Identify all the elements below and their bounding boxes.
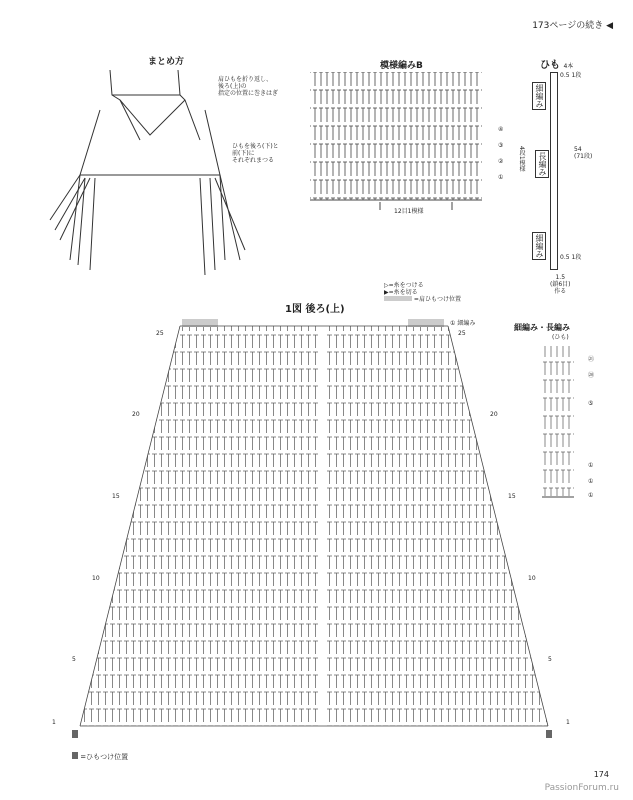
diagram1-border-label: ① 細編み (450, 320, 476, 327)
row-marker-1-left: 1 (52, 719, 56, 726)
row-marker-25-left: 25 (156, 330, 164, 337)
pattern-b-row-labels: ④ ③ ② ① (498, 126, 504, 181)
row-marker-5-right: 5 (548, 656, 552, 663)
diagram1-chart (60, 316, 560, 746)
row-marker-25-right: 25 (458, 330, 466, 337)
diagram1-title: 1図 後ろ(上) (285, 304, 345, 315)
row-marker-20-left: 20 (132, 411, 140, 418)
sc-dc-title: 細編み・長編み (514, 323, 570, 332)
row-marker-15-right: 15 (508, 493, 516, 500)
strap-label-top: 細編み (532, 82, 546, 110)
assembly-title: まとめ方 (148, 57, 185, 67)
strap-label-bottom: 細編み (532, 232, 546, 260)
assembly-note-1: 肩ひもを折り返し、 後ろ(上)の 指定の位置に巻きはぎ (218, 76, 279, 97)
legend (384, 282, 461, 303)
pattern-b-vrepeat: 4段1模様 (518, 146, 525, 172)
strap-width: 1.5 (鎖6目) 作る (550, 274, 571, 295)
assembly-note-2: ひもを後ろ(下)と 前(下)に それぞれまつる (232, 143, 279, 164)
sc-dc-chart (536, 342, 586, 502)
row-marker-5-left: 5 (72, 656, 76, 663)
row-marker-20-right: 20 (490, 411, 498, 418)
legend-join: ▷=糸をつける (384, 282, 424, 289)
strap-dim-top: 0.5 1段 (560, 72, 582, 79)
sc-dc-sub: (ひも) (552, 334, 569, 341)
page-number: 174 (593, 770, 609, 779)
row-marker-15-left: 15 (112, 493, 120, 500)
strap-title: ひも 4本 (540, 60, 574, 71)
pattern-b-chart (300, 70, 490, 210)
pattern-b-title: 模様編みB (380, 61, 423, 71)
strap-dim-mid: 54 (71段) (574, 146, 593, 160)
pattern-b-hrepeat: 12目1模様 (394, 208, 424, 215)
sc-dc-row-labels: ㉑ ⑳ ⑤ ① ① ① (588, 356, 595, 499)
strap-diagram (550, 72, 558, 270)
strap-dim-bot: 0.5 1段 (560, 254, 582, 261)
strap-label-middle: 長編み (535, 150, 549, 178)
legend-strap: =肩ひもつけ位置 (384, 296, 461, 303)
watermark: PassionForum.ru (544, 783, 619, 793)
footer-legend: =ひもつけ位置 (72, 752, 128, 762)
row-marker-1-right: 1 (566, 719, 570, 726)
row-marker-10-left: 10 (92, 575, 100, 582)
continued-note: 173ページの続き ◀ (532, 21, 613, 31)
legend-cut: ▶=糸を切る (384, 289, 418, 296)
row-marker-10-right: 10 (528, 575, 536, 582)
